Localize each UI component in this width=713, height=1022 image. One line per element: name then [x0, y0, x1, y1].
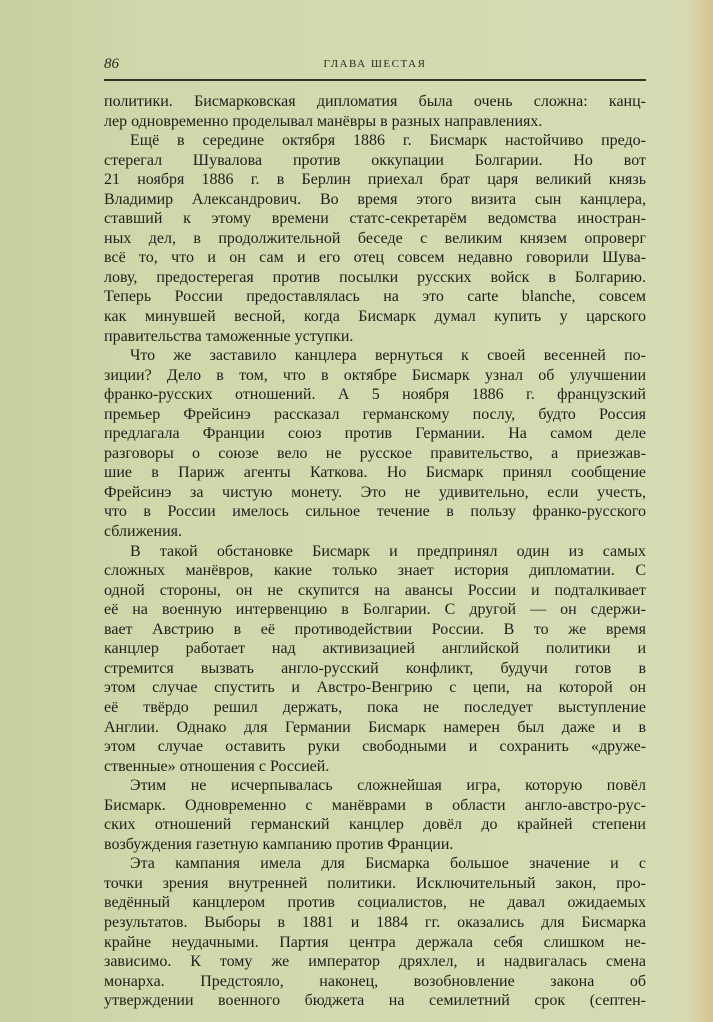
running-head: ГЛАВА ШЕСТАЯ [323, 58, 427, 70]
text-line: правительства таможенные уступки. [104, 327, 354, 345]
text-line: Что же заставило канцлера вернуться к своей весенней по- [130, 347, 646, 365]
text-line: премьер Фрейсинэ рассказал германскому послу, будто Россия [104, 405, 646, 423]
text-line: разговоры о союзе вело не русское правительство, а приезжав- [104, 444, 646, 462]
page-header [104, 56, 646, 80]
text-line: Эта кампания имела для Бисмарка большое значение и с [130, 855, 646, 873]
text-line: ведённый канцлером против социалистов, не давал ожидаемых [104, 894, 646, 912]
text-line: утверждении военного бюджета на семилетний срок (септен- [104, 992, 646, 1010]
text-line: политики. Бисмарковская дипломатия была очень сложна: канц- [104, 93, 646, 110]
text-line: что в России имелось сильное течение в пользу франко-русского [104, 503, 646, 521]
text-line: Владимир Александрович. Во время этого визита сын канцлера, [104, 190, 646, 208]
text-line: В такой обстановке Бисмарк и предпринял один из самых [130, 542, 646, 560]
text-line: лову, предостерегая против посылки русских войск в Болгарию. [104, 268, 646, 286]
text-line: шие в Париж агенты Каткова. Но Бисмарк принял сообщение [104, 464, 646, 482]
text-line: 21 ноября 1886 г. в Берлин приехал брат царя великий князь [104, 171, 646, 189]
text-line: точки зрения внутренней политики. Исключительный закон, про- [104, 874, 646, 892]
text-line: Англии. Однако для Германии Бисмарк намерен был даже и в [104, 718, 646, 736]
text-line: франко-русских отношений. А 5 ноября 1886 г. французский [104, 386, 646, 404]
text-line: монарха. Предстояло, наконец, возобновление закона об [104, 972, 646, 990]
text-line: крайне неудачными. Партия центра держала себя слишком не- [104, 933, 646, 951]
text-line: ских отношений германский канцлер довёл до крайней степени [104, 816, 646, 834]
text-line: стремится вызвать англо-русский конфликт, будучи готов в [104, 659, 646, 677]
text-line: её на военную интервенцию в Болгарии. С другой — он сдержи- [104, 601, 646, 619]
text-line: ственные» отношения с Россией. [104, 757, 330, 775]
text-line: как минувшей весной, когда Бисмарк думал купить у царского [104, 308, 646, 326]
page-number: 86 [104, 56, 119, 72]
text-line: лер одновременно проделывал манёвры в разных направлениях. [104, 112, 543, 130]
text-line: Бисмарк. Одновременно с манёврами в области англо-австро-рус- [104, 796, 646, 814]
text-line: её твёрдо решил держать, пока не последует выступление [104, 698, 646, 716]
text-line: этом случае спустить и Австро-Венгрию с цепи, на которой он [104, 679, 646, 697]
text-line: сближения. [104, 523, 183, 541]
header-rule [104, 79, 646, 81]
text-line: стерегал Шувалова против оккупации Болгарии. Но вот [104, 151, 646, 169]
text-line: предлагала Франции союз против Германии. На самом деле [104, 425, 646, 443]
text-line: зависимо. К тому же император дряхлел, и надвигалась смена [104, 953, 646, 971]
text-line: вает Австрию в её противодействии России. В то же время [104, 620, 646, 638]
text-line: канцлер работает над активизацией английской политики и [104, 640, 646, 658]
text-line: Фрейсинэ за чистую монету. Это не удивительно, если учесть, [104, 483, 646, 501]
text-line: результатов. Выборы в 1881 и 1884 гг. оказались для Бисмарка [104, 913, 646, 931]
text-line: зиции? Дело в том, что в октябре Бисмарк узнал об улучшении [104, 366, 646, 384]
text-line: Теперь России предоставлялась на это carte blanche, совсем [104, 288, 646, 306]
text-line: ных дел, в продолжительной беседе с великим князем опроверг [104, 229, 646, 247]
text-line: этом случае оставить руки свободными и сохранить «друже- [104, 738, 646, 756]
text-line: одной стороны, он не скупится на авансы России и подталкивает [104, 581, 646, 599]
text-line: Этим не исчерпывалась сложнейшая игра, которую повёл [130, 777, 646, 795]
text-line: Ещё в середине октября 1886 г. Бисмарк настойчиво предо- [130, 132, 646, 150]
text-line: всё то, что и он сам и его отец совсем недавно говорили Шува- [104, 249, 646, 267]
body-text [104, 92, 646, 1011]
text-line: ставший к этому времени статс-секретарём ведомства иностран- [104, 210, 646, 228]
text-line: сложных манёвров, какие только знает история дипломатии. С [104, 562, 646, 580]
text-line: возбуждения газетную кампанию против Франции. [104, 835, 454, 853]
